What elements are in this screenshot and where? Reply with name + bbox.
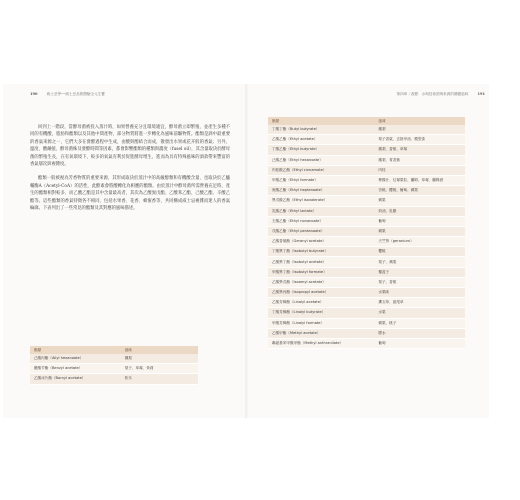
ester-name: 己酸丙酯（Allyl hexanoate） — [30, 354, 121, 364]
ester-name: 乙酸芳樟酯（Linalyl acetate） — [268, 298, 374, 308]
table-header-row — [30, 346, 198, 354]
right-page-number: 191 — [477, 92, 485, 96]
ester-flavor: 膠水 — [374, 328, 465, 338]
ester-flavor: 蘋果 — [374, 196, 465, 206]
ester-name: 乙酸異丁酯（Isobutyl acetate） — [268, 257, 374, 267]
table-row — [268, 206, 465, 216]
table-row — [268, 267, 465, 277]
table-header-row — [268, 117, 465, 125]
ester-name: 丁酸異丁酯（Isobutyl butyrate） — [268, 247, 374, 257]
ester-flavor: 水果 — [374, 308, 465, 318]
ester-flavor: 鳳梨 — [121, 354, 198, 364]
table-row — [268, 257, 465, 267]
ester-flavor: 鳳梨、青香蕉 — [374, 155, 465, 165]
ester-name: 甲酸芳樟酯（Linalyl formate） — [268, 318, 374, 328]
ester-name: 己酸乙酯（Ethyl hexanoate） — [268, 155, 374, 165]
ester-flavor: 鳳梨 — [374, 125, 465, 135]
ester-flavor: 覆盆子 — [374, 267, 465, 277]
left-ester-table — [30, 346, 198, 385]
right-running-head: 第四章｜改變：水與技術酒與來源的關鍵風味 — [396, 92, 469, 96]
ester-flavor: 葡萄 — [374, 338, 465, 348]
ester-flavor: 杏桃、櫻桃、葡萄、蘋果 — [374, 186, 465, 196]
table-row — [268, 247, 465, 257]
left-body-text — [30, 124, 230, 212]
ester-flavor: 鳳梨、香蕉、草莓 — [374, 145, 465, 155]
left-running-header — [30, 92, 105, 97]
ester-flavor: 梨子、蘋果 — [374, 257, 465, 267]
left-running-head: 威士忌學──威士忌品飲體驗全元生寶 — [46, 92, 105, 96]
ester-name: 戊酸乙酯（Ethyl pentanoate） — [268, 226, 374, 236]
paragraph: 酯類一般被視為芳香物質的重要來源，其形成取決於蒸汁中的高級醇類和有機酸含量，也取決於乙醯輔酶A（Acetyl-CoA）的活性，此酵素會將酸轉化為相應的酯類。由於蒸汁中酵母菌所需營養充足時，產生的酯類相對較多，而乙酸乙酯是其中含量最高者，其次為乙酸異戊酯、乙酸苯乙酯、己酸乙酯、辛酸乙酯等。這些酯類的香氣特徵各不相同，包括水果香、花香、蜂蜜香等，共同構成威士忌複雜而迷人的香氣輪廓。下表列出了一些常見的酯類及其對應的風味描述。 — [30, 176, 230, 212]
ester-name: 丁酸乙酯（Ethyl butyrate） — [268, 145, 374, 155]
table-row — [268, 226, 465, 236]
ester-flavor: 檸檬汁、紅莓果粒、蘭姆、草莓、蘭姆酒 — [374, 175, 465, 185]
ester-name: 醋酸芐酯（Benzyl acetate） — [30, 364, 121, 374]
table-row — [268, 318, 465, 328]
ester-name: 乙酸異戊酯（Isoamyl acetate） — [268, 277, 374, 287]
ester-name: 甲酸乙酯（Ethyl formate） — [268, 175, 374, 185]
right-running-header — [292, 92, 485, 97]
ester-name: 庚酸乙酯（Ethyl heptanoate） — [268, 186, 374, 196]
table-row — [268, 175, 465, 185]
ester-flavor: 蘋果、桃子 — [374, 318, 465, 328]
ester-name: 乙酸甲酯（Methyl acetate） — [268, 328, 374, 338]
ester-name: 乙酸香葉酯（Geranyl acetate） — [268, 237, 374, 247]
table-row — [268, 216, 465, 226]
paragraph: 回到上一階段，當酵母菌被投入蒸汁時，如果營養充分且環境適宜，酵母菌立即繁殖，並產生多種不同的有機酸，脂肪和酯類以及其他中間產物，部分物質將進一步轉化為風味前驅物質。酯類是酒中最重要的香氣來源之一，它們大多在發酵過程中生成，由酸與醇結合而成，散發出水果或花卉般的香氣；另外，溫度、酸鹼值、酵母菌株及發酵時間等因素，都會影響酯類的種類與濃度（fusel oil），其含量取決於酵母菌的繁殖生長，在有氧環境下，較多的氧氣有利於促進酵母增生，進而為具有特殊風味的酒款帶來豐富的香氣層次與複雜度。 — [30, 125, 230, 168]
table-row — [30, 354, 198, 364]
table-row — [268, 328, 465, 338]
ester-flavor: 櫻桃 — [374, 247, 465, 257]
table-row — [268, 277, 465, 287]
table-row — [268, 338, 465, 348]
right-ester-table — [268, 117, 465, 349]
ester-flavor: 葡萄 — [374, 216, 465, 226]
ester-name: 鄰氨基苯甲酸甲酯（Methyl anthranilate） — [268, 338, 374, 348]
column-header-flavor: 風味 — [121, 346, 198, 354]
left-page-number: 190 — [30, 92, 38, 96]
ester-flavor: 梨子、草莓、茉莉 — [121, 364, 198, 374]
table-row — [268, 308, 465, 318]
ester-name: 丁酸丁酯（Butyl butyrate） — [268, 125, 374, 135]
table-row — [268, 155, 465, 165]
ester-flavor: 天竺葵（geranium） — [374, 237, 465, 247]
table-row — [268, 288, 465, 298]
ester-name: 甲酸異丁酯（Isobutyl formate） — [268, 267, 374, 277]
table-row — [30, 374, 198, 384]
table-row — [30, 364, 198, 374]
table-row — [268, 125, 465, 135]
column-header-ester: 酯類 — [268, 117, 374, 125]
column-header-flavor: 風味 — [374, 117, 465, 125]
ester-name: 異戊酸乙酯（Ethyl isovalerate） — [268, 196, 374, 206]
table-row — [268, 298, 465, 308]
table-row — [268, 237, 465, 247]
table-row — [268, 196, 465, 206]
ester-name: 乙酸乙酯（Ethyl acetate） — [268, 135, 374, 145]
ester-flavor: 奶油、乳酪 — [374, 206, 465, 216]
table-row — [268, 145, 465, 155]
ester-name: 乙酸冰片酯（Bornyl acetate） — [30, 374, 121, 384]
ester-flavor: 梨子香氣、去指甲油、模型漆 — [374, 135, 465, 145]
table-row — [268, 186, 465, 196]
ester-flavor: 松木 — [121, 374, 198, 384]
ester-flavor: 蘋果 — [374, 226, 465, 236]
column-header-ester: 酯類 — [30, 346, 121, 354]
table-row — [268, 165, 465, 175]
ester-name: 乳酸乙酯（Ethyl lactate） — [268, 206, 374, 216]
ester-flavor: 水果味 — [374, 288, 465, 298]
ester-flavor: 梨子、香蕉 — [374, 277, 465, 287]
ester-name: 丁酸芳樟酯（Linalyl butyrate） — [268, 308, 374, 318]
ester-name: 壬酸乙酯（Ethyl nonanoate） — [268, 216, 374, 226]
ester-flavor: 薰衣草、鼠尾草 — [374, 298, 465, 308]
ester-flavor: 肉桂 — [374, 165, 465, 175]
book-gutter — [245, 84, 249, 418]
ester-name: 肉桂酸乙酯（Ethyl cinnamate） — [268, 165, 374, 175]
table-row — [268, 135, 465, 145]
ester-name: 乙酸異丙酯（Isopropyl acetate） — [268, 288, 374, 298]
